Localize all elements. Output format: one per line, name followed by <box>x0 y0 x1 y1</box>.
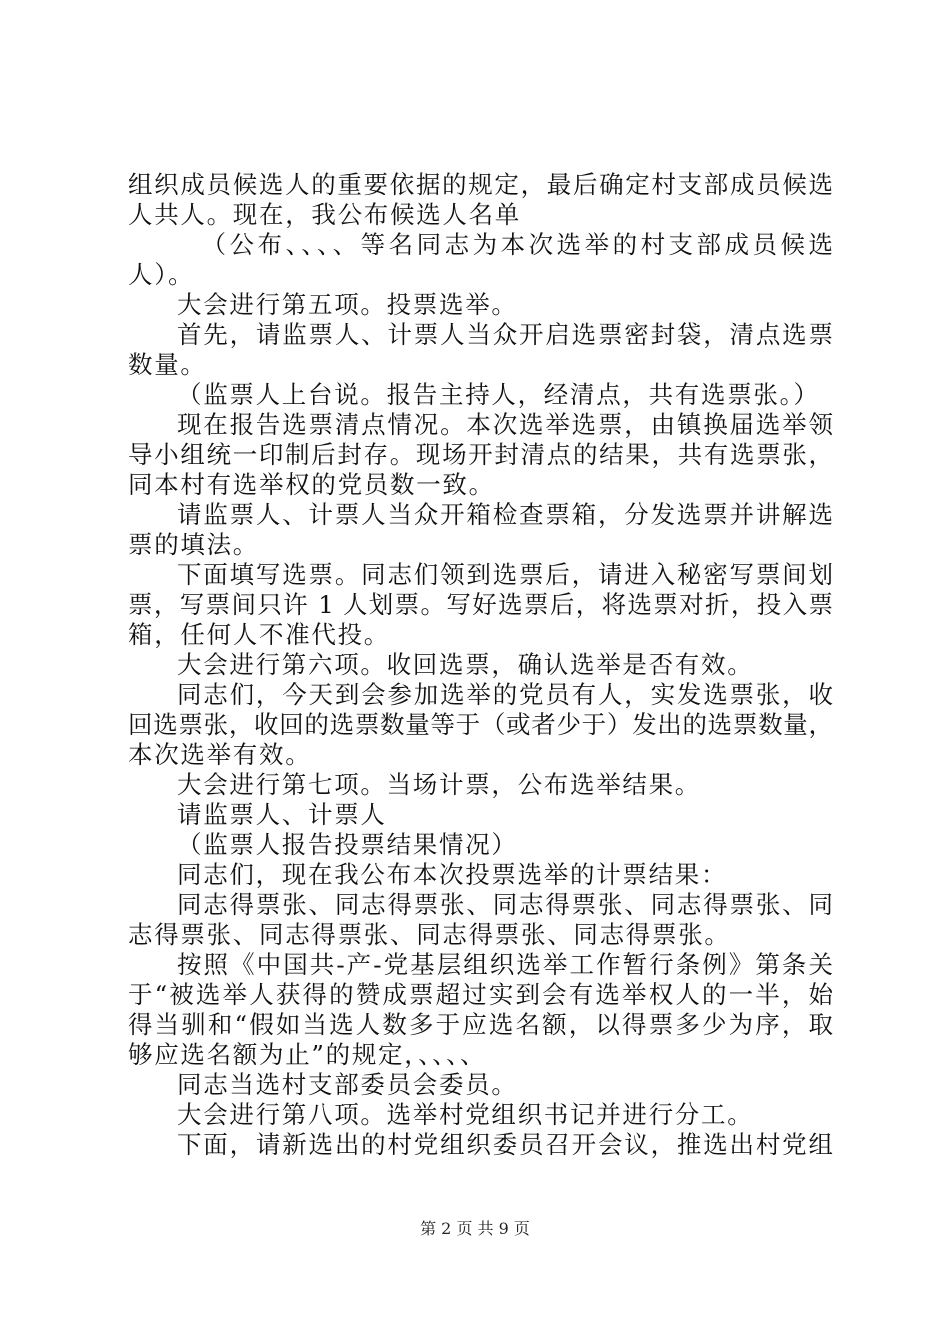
text-line: 人共人。现在，我公布候选人名单 <box>128 200 521 229</box>
text-line: 得当驯和“假如当选人数多于应选名额，以得票多少为序，取 <box>128 1010 833 1039</box>
text-line: （监票人上台说。报告主持人，经清点，共有选票张。） <box>177 380 820 409</box>
text-line: 大会进行第七项。当场计票，公布选举结果。 <box>177 770 701 799</box>
text-line: 现在报告选票清点情况。本次选举选票，由镇换届选举领 <box>177 410 833 439</box>
text-line: 下面填写选票。同志们领到选票后，请进入秘密写票间划 <box>177 560 833 589</box>
text-line: 人）。 <box>128 260 195 289</box>
text-line: 导小组统一印制后封存。现场开封清点的结果，共有选票张， <box>128 440 833 469</box>
text-line: 同志得票张、同志得票张、同志得票张、同志得票张、同 <box>177 890 833 919</box>
text-line: 同志们，现在我公布本次投票选举的计票结果： <box>177 860 728 889</box>
text-line: 同本村有选举权的党员数一致。 <box>128 470 495 499</box>
text-line: 下面，请新选出的村党组织委员召开会议，推选出村党组 <box>177 1130 833 1159</box>
text-line: 够应选名额为止”的规定，、、、、 <box>128 1040 487 1069</box>
text-line: 请监票人、计票人 <box>177 800 387 829</box>
text-line: 票的填法。 <box>128 530 259 559</box>
text-line: 大会进行第五项。投票选举。 <box>177 290 518 319</box>
text-line: 首先，请监票人、计票人当众开启选票密封袋，清点选票 <box>177 320 833 349</box>
text-line: （监票人报告投票结果情况） <box>177 830 518 859</box>
text-line: 同志当选村支部委员会委员。 <box>177 1070 518 1099</box>
text-line: 按照《中国共-产-党基层组织选举工作暂行条例》第条关 <box>177 950 833 979</box>
text-line: 组织成员候选人的重要依据的规定，最后确定村支部成员候选 <box>128 170 833 199</box>
text-line: 本次选举有效。 <box>128 740 312 769</box>
text-line: 数量。 <box>128 350 207 379</box>
text-line: 请监票人、计票人当众开箱检查票箱，分发选票并讲解选 <box>177 500 833 529</box>
text-line: 大会进行第八项。选举村党组织书记并进行分工。 <box>177 1100 754 1129</box>
text-line: （公布、、、、等名同志为本次选举的村支部成员候选 <box>201 230 833 259</box>
text-line: 大会进行第六项。收回选票，确认选举是否有效。 <box>177 650 754 679</box>
text-line: 箱，任何人不准代投。 <box>128 620 390 649</box>
page-footer: 第 2 页 共 9 页 <box>420 1219 530 1238</box>
text-line: 票，写票间只许 1 人划票。写好选票后，将选票对折，投入票 <box>128 590 833 619</box>
text-line: 同志们，今天到会参加选举的党员有人，实发选票张，收 <box>177 680 833 709</box>
text-line: 志得票张、同志得票张、同志得票张、同志得票张。 <box>128 920 731 949</box>
text-line: 于“被选举人获得的赞成票超过实到会有选举权人的一半，始 <box>128 980 833 1009</box>
text-line: 回选票张，收回的选票数量等于（或者少于）发出的选票数量， <box>128 710 833 739</box>
document-body <box>128 170 833 1160</box>
